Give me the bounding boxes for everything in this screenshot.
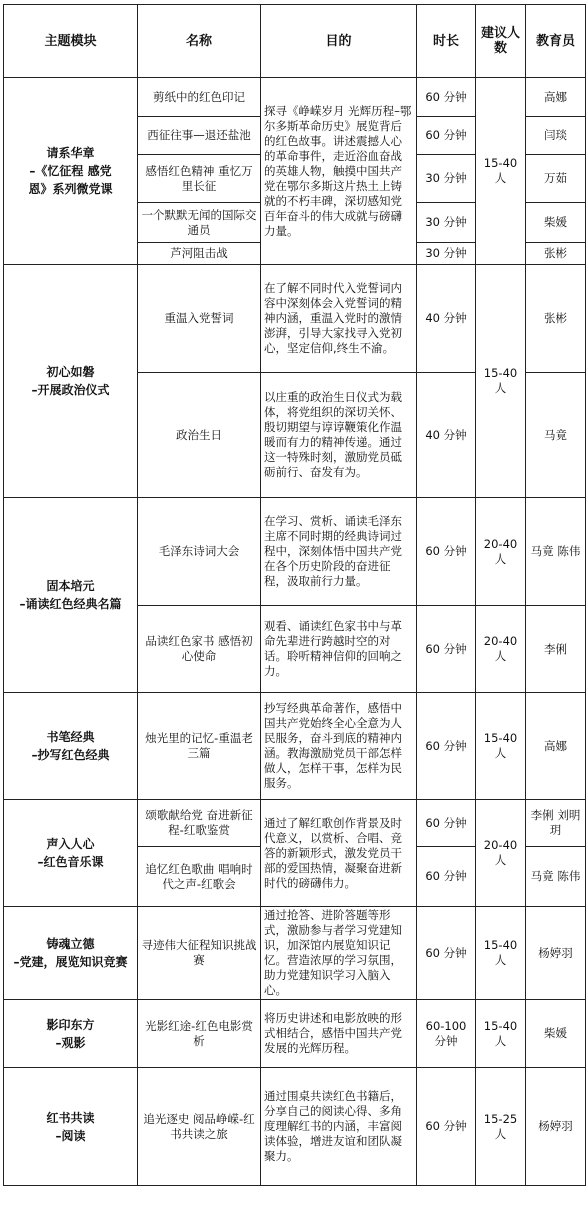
module-cell: 铸魂立德 –党建，展览知识竞赛 [4,907,138,1000]
people-cell: 15-40人 [476,265,526,498]
header-row [4,5,586,78]
duration-cell: 60 分钟 [417,78,476,117]
course-name: 西征往事—退还盐池 [138,117,261,155]
header-people: 建议人数 [476,5,526,78]
course-name: 品读红色家书 感悟初心使命 [138,606,261,693]
purpose-cell: 探寻《峥嵘岁月 光辉历程–鄂尔多斯革命历史》展览背后的红色故事。讲述震撼人心的革命事件，走近浴血奋战的英雄人物，触摸中国共产党在鄂尔多斯这片热土上铸就的不朽丰碑，深切感知党百年奋斗的伟大成就与磅礴力量。 [261,78,417,265]
people-cell: 20-40人 [476,606,526,693]
course-name: 重温入党誓词 [138,265,261,373]
purpose-cell: 将历史讲述和电影放映的形式相结合，感悟中国共产党发展的光辉历程。 [261,1000,417,1068]
purpose-cell: 通过了解红歌创作背景及时代意义，以赏析、合唱、竞答的新颖形式，激发党员干部的爱国热情，凝聚奋进新时代的磅礴伟力。 [261,800,417,907]
header-duration: 时长 [417,5,476,78]
module-cell: 固本培元 –诵读红色经典名篇 [4,498,138,693]
table-row [4,693,586,800]
course-name: 政治生日 [138,373,261,498]
people-cell: 15-40人 [476,78,526,265]
educator-cell: 柴媛 [526,1000,586,1068]
duration-cell: 60 分钟 [417,606,476,693]
table-row [4,1068,586,1186]
purpose-cell: 抄写经典革命著作，感悟中国共产党始终全心全意为人民服务，奋斗到底的精神内涵。教海激励党员干部怎样做人，怎样干事，怎样为民服务。 [261,693,417,800]
course-name: 追光逐史 阅品峥嵘-红书共读之旅 [138,1068,261,1186]
header-module: 主题模块 [4,5,138,78]
course-table [3,4,586,1186]
table-row [4,1000,586,1068]
table-row [4,498,586,606]
course-name: 追忆红色歌曲 唱响时代之声-红歌会 [138,847,261,907]
people-cell: 15-25人 [476,1068,526,1186]
module-cell: 影印东方 –观影 [4,1000,138,1068]
course-name: 一个默默无闻的国际交通员 [138,203,261,243]
duration-cell: 60 分钟 [417,693,476,800]
module-cell: 请系华章 –《忆征程 感党 恩》系列微党课 [4,78,138,265]
module-cell: 红书共读 –阅读 [4,1068,138,1186]
table-row [4,907,586,1000]
duration-cell: 60 分钟 [417,498,476,606]
course-name: 芦河阻击战 [138,243,261,265]
course-name: 光影红途-红色电影赏析 [138,1000,261,1068]
educator-cell: 柴媛 [526,203,586,243]
course-name: 毛泽东诗词大会 [138,498,261,606]
purpose-cell: 通过围桌共读红色书籍后，分享自己的阅读心得、多角度理解红书的内涵，丰富阅读体验，增进友谊和团队凝聚力。 [261,1068,417,1186]
educator-cell: 马竟 [526,373,586,498]
people-cell: 20-40人 [476,498,526,606]
duration-cell: 30 分钟 [417,155,476,203]
educator-cell: 杨婷羽 [526,1068,586,1186]
duration-cell: 30 分钟 [417,203,476,243]
duration-cell: 60 分钟 [417,847,476,907]
duration-cell: 60 分钟 [417,1068,476,1186]
table-row [4,78,586,117]
educator-cell: 杨婷羽 [526,907,586,1000]
people-cell: 20-40人 [476,800,526,907]
people-cell: 15-40人 [476,907,526,1000]
module-cell: 声入人心 –红色音乐课 [4,800,138,907]
course-name: 剪纸中的红色印记 [138,78,261,117]
purpose-cell: 在了解不同时代入党誓词内容中深刻体会入党誓词的精神内涵，重温入党时的激情澎湃，引导大家找寻入党初心，坚定信仰,终生不渝。 [261,265,417,373]
header-purpose: 目的 [261,5,417,78]
purpose-cell: 以庄重的政治生日仪式为载体，将党组织的深切关怀、殷切期望与谆谆鞭策化作温暖而有力的精神传递。通过这一特殊时刻，激励党员砥砺前行、奋发有为。 [261,373,417,498]
educator-cell: 马竟 陈伟 [526,847,586,907]
educator-cell: 李俐 [526,606,586,693]
module-cell: 书笔经典 –抄写红色经典 [4,693,138,800]
duration-cell: 60 分钟 [417,907,476,1000]
table-row [4,800,586,847]
purpose-cell: 观看、诵读红色家书中与革命先辈进行跨越时空的对话。聆听精神信仰的回响之力。 [261,606,417,693]
educator-cell: 张彬 [526,265,586,373]
course-name: 寻迹伟大征程知识挑战赛 [138,907,261,1000]
purpose-cell: 在学习、赏析、诵读毛泽东主席不同时期的经典诗词过程中，深刻体悟中国共产党在各个历史阶段的奋进征程，汲取前行力量。 [261,498,417,606]
educator-cell: 高娜 [526,78,586,117]
educator-cell: 马竟 陈伟 [526,498,586,606]
educator-cell: 高娜 [526,693,586,800]
duration-cell: 60 分钟 [417,117,476,155]
duration-cell: 60 分钟 [417,800,476,847]
course-name: 颂歌献给党 奋进新征程-红歌鉴赏 [138,800,261,847]
duration-cell: 40 分钟 [417,265,476,373]
header-educator: 教育员 [526,5,586,78]
course-name: 感悟红色精神 重忆万里长征 [138,155,261,203]
educator-cell: 闫琰 [526,117,586,155]
header-name: 名称 [138,5,261,78]
table-row [4,265,586,373]
people-cell: 15-40人 [476,693,526,800]
module-cell: 初心如磐 –开展政治仪式 [4,265,138,498]
educator-cell: 张彬 [526,243,586,265]
educator-cell: 万茹 [526,155,586,203]
purpose-cell: 通过抢答、进阶答题等形式，激励参与者学习党建知识，加深馆内展览知识记忆。营造浓厚的学习氛围，助力党建知识学习入脑入心。 [261,907,417,1000]
duration-cell: 30 分钟 [417,243,476,265]
duration-cell: 40 分钟 [417,373,476,498]
course-name: 烛光里的记忆-重温老三篇 [138,693,261,800]
people-cell: 15-40人 [476,1000,526,1068]
duration-cell: 60-100分钟 [417,1000,476,1068]
educator-cell: 李俐 刘明玥 [526,800,586,847]
